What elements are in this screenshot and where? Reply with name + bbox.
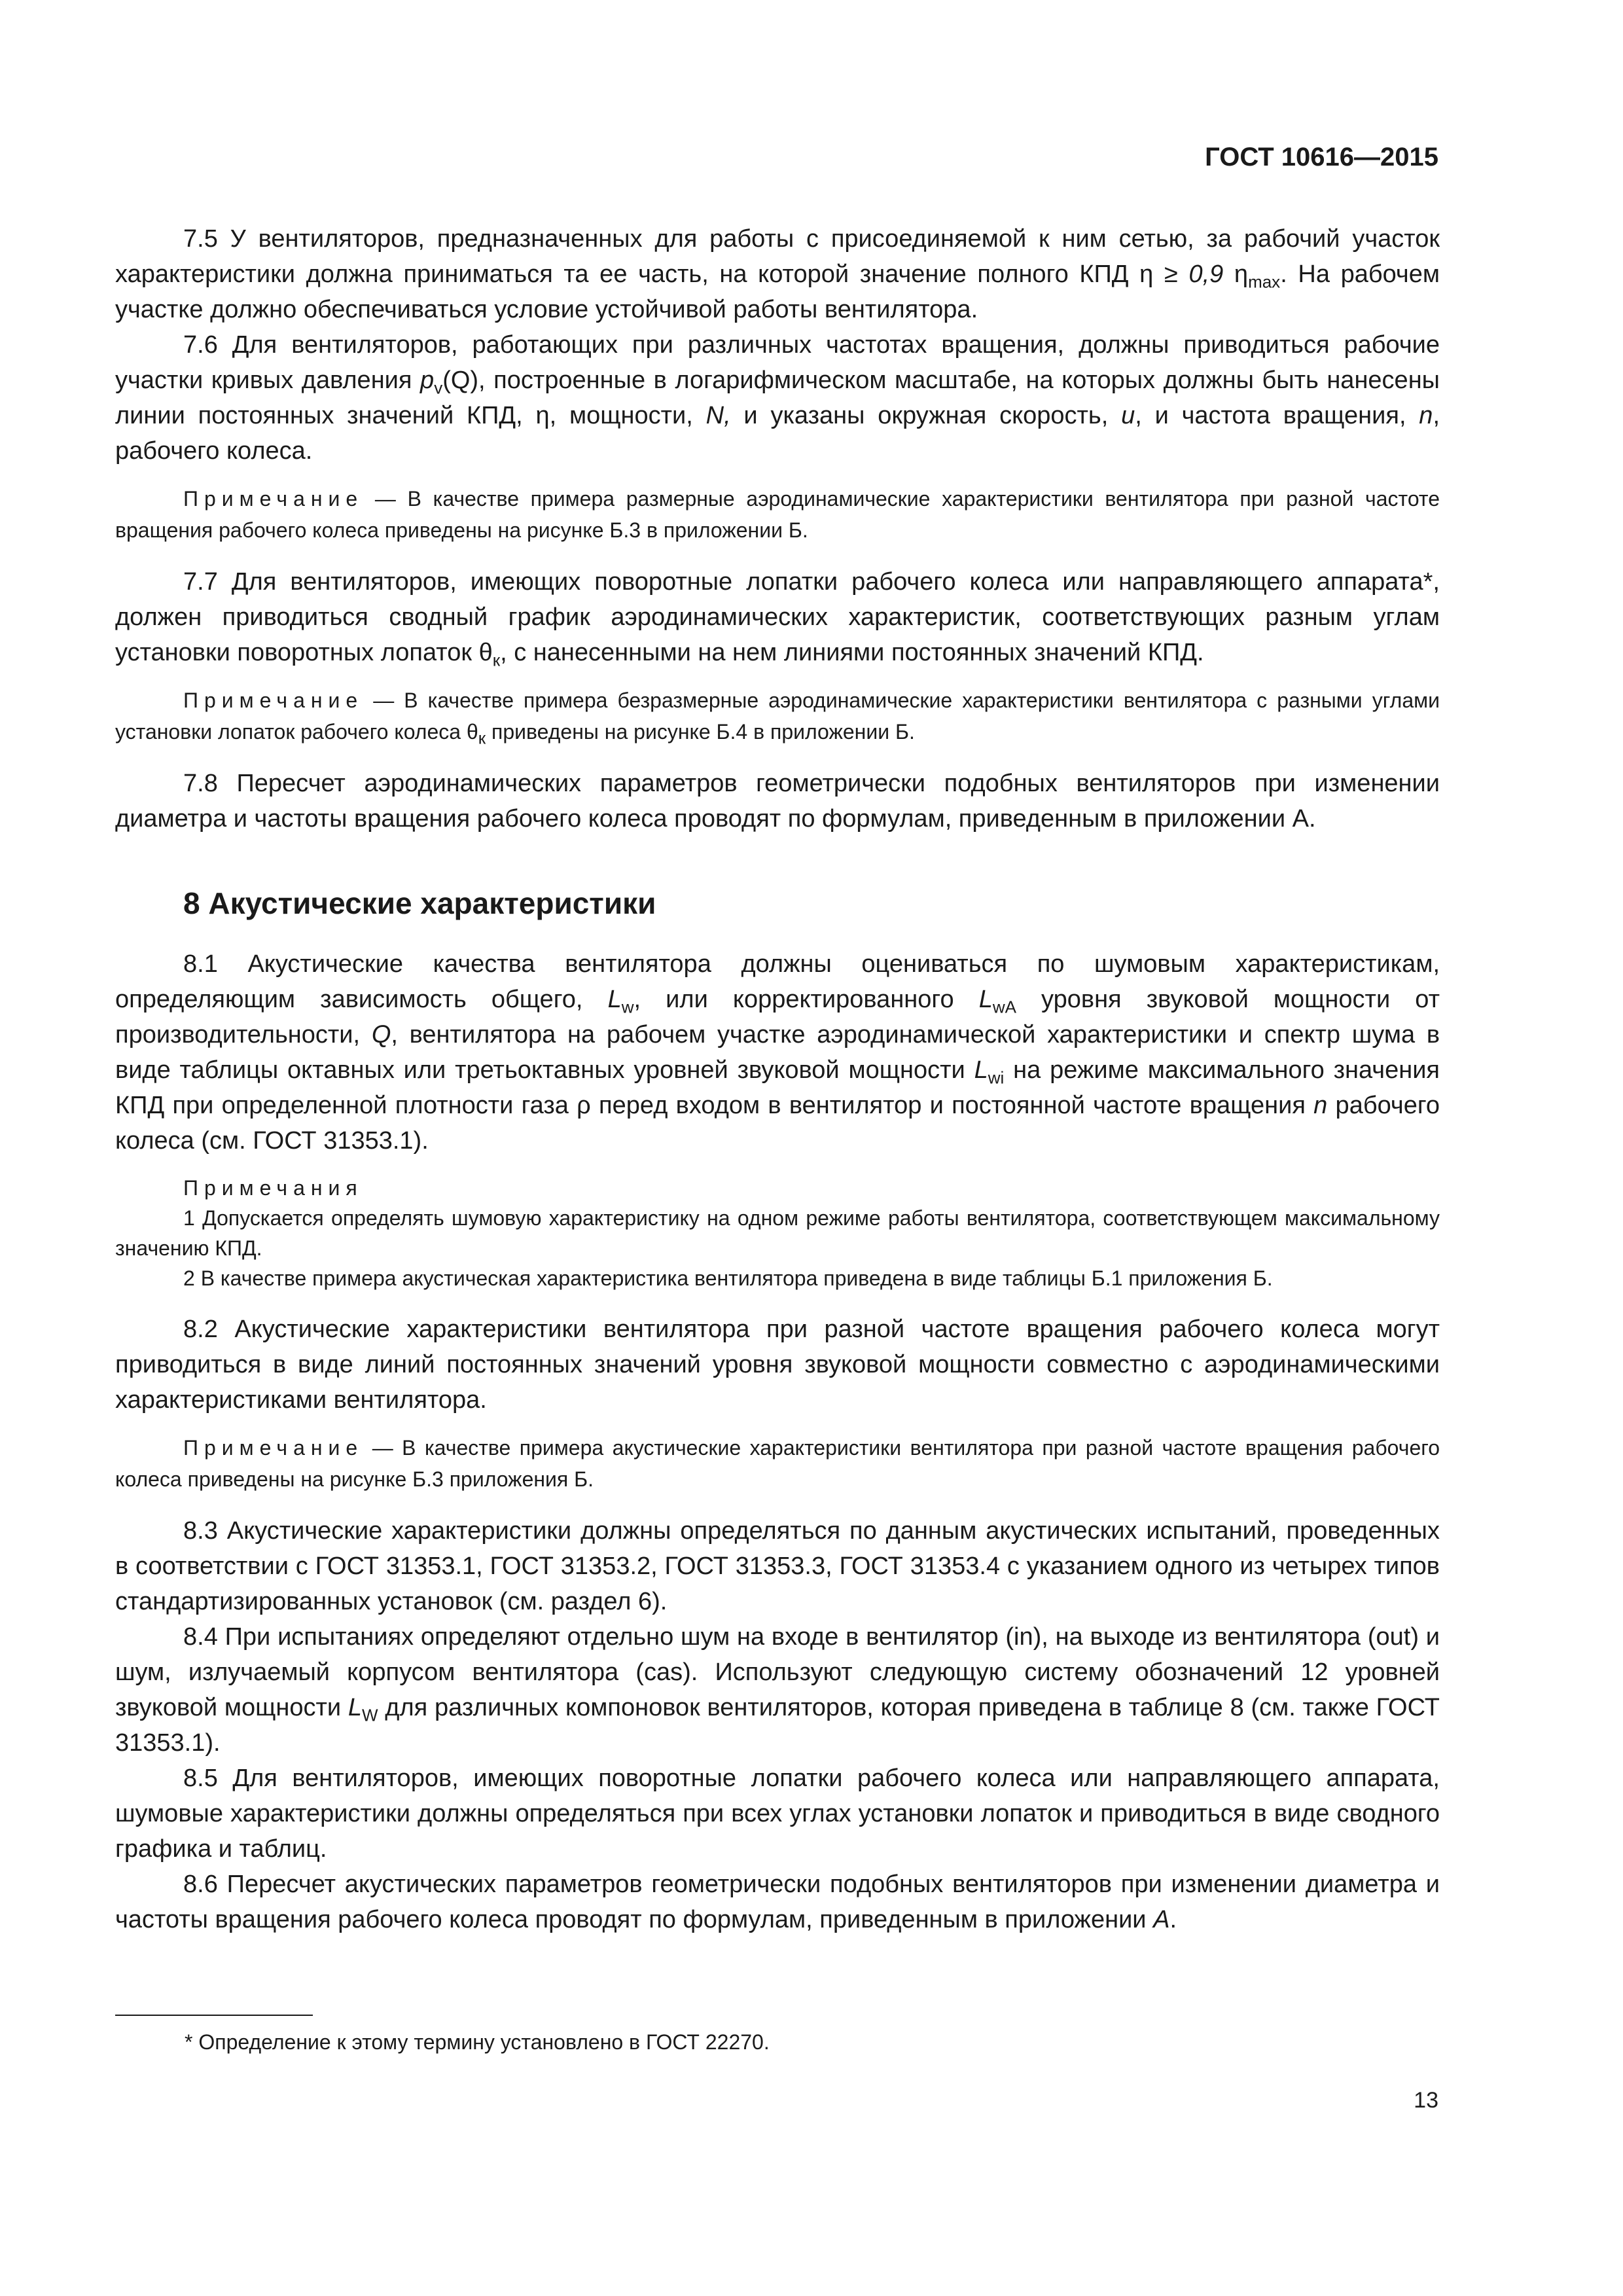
paragraph-7-6: 7.6 Для вентиляторов, работающих при различных частотах вращения, должны приводиться рабочие участки кривых давления $p_v(Q)$, построенные в логарифмическом масштабе, на которых должны быть нанесены линии постоянных значений КПД, η, мощности, N, и указаны окружная скорость, u, и частота вращения, n, рабочего колеса. [115,331,1440,465]
page-number: 13 [1414,2088,1438,2113]
paragraph-8-6: 8.6 Пересчет акустических параметров геометрически подобных вентиляторов при изменении диаметра и частоты вращения рабочего колеса проводят по формулам, приведенным в приложении А. [115,1871,1440,1933]
notes-8-1-item-1: 1 Допускается определять шумовую характеристику на одном режиме работы вентилятора, соответствующем максимальному значению КПД. [115,1206,1440,1260]
paragraph-8-1: 8.1 Акустические качества вентилятора должны оцениваться по шумовым характеристикам, определяющим зависимость общего, $L_w$, или корректированного $L_{wA}$ уровня звуковой мощности от производительности, Q, вентилятора на рабочем участке аэродинамической характеристики и спектр шума в виде таблицы октавных или третьоктавных уровней звуковой мощности $L_{wi}$ на режиме максимального значения КПД при определенной плотности газа ρ перед входом в вентилятор и постоянной частоте вращения n рабочего колеса (см. ГОСТ 31353.1). [115,950,1440,1155]
note-label: Примечание [183,689,364,712]
document-header: ГОСТ 10616—2015 [1205,143,1438,171]
note-label: Примечание [183,487,364,511]
paragraph-8-4: 8.4 При испытаниях определяют отдельно шум на входе в вентилятор (in), на выходе из вентилятора (out) и шум, излучаемый корпусом вентилятора (cas). Используют следующую систему обозначений 12 уровней звуковой мощности $L_W$ для различных компоновок вентиляторов, которая приведена в таблице 8 (см. также ГОСТ 31353.1). [115,1623,1440,1757]
document-body [115,221,1440,1937]
notes-8-1-label: Примечания [183,1176,363,1200]
paragraph-8-5: 8.5 Для вентиляторов, имеющих поворотные лопатки рабочего колеса или направляющего аппарата, шумовые характеристики должны определяться при всех углах установки лопаток и приводиться в виде сводного графика и таблиц. [115,1765,1440,1863]
footnote-separator [115,2015,313,2016]
notes-8-1-item-2: 2 В качестве примера акустическая характеристика вентилятора приведена в виде таблицы Б.1 приложения Б. [183,1266,1273,1290]
note-7-7: Примечание — В качестве примера безразмерные аэродинамические характеристики вентилятора с разными углами установки лопаток рабочего колеса $\theta_к$ приведены на рисунке Б.4 в приложении Б. [115,689,1440,748]
paragraph-7-5: 7.5 У вентиляторов, предназначенных для работы с присоединяемой к ним сетью, за рабочий участок характеристики должна приниматься та ее часть, на которой значение полного КПД η ≥ 0,9 $\eta_{max}$. На рабочем участке должно обеспечиваться условие устойчивой работы вентилятора. [115,225,1440,323]
note-label: Примечание [183,1436,364,1460]
paragraph-7-7: 7.7 Для вентиляторов, имеющих поворотные лопатки рабочего колеса или направляющего аппарата*, должен приводиться сводный график аэродинамических характеристик, соответствующих разным углам установки поворотных лопаток $\theta_к$, с нанесенными на нем линиями постоянных значений КПД. [115,568,1440,670]
note-7-6: Примечание — В качестве примера размерные аэродинамические характеристики вентилятора при разной частоте вращения рабочего колеса приведены на рисунке Б.3 в приложении Б. [115,487,1440,542]
paragraph-7-8: 7.8 Пересчет аэродинамических параметров геометрически подобных вентиляторов при изменении диаметра и частоты вращения рабочего колеса проводят по формулам, приведенным в приложении А. [115,770,1440,833]
footnote: * Определение к этому термину установлено в ГОСТ 22270. [185,2030,770,2054]
paragraph-8-3: 8.3 Акустические характеристики должны определяться по данным акустических испытаний, проведенных в соответствии с ГОСТ 31353.1, ГОСТ 31353.2, ГОСТ 31353.3, ГОСТ 31353.4 с указанием одного из четырех типов стандартизированных установок (см. раздел 6). [115,1517,1440,1615]
note-8-2: Примечание — В качестве примера акустические характеристики вентилятора при разной частоте вращения рабочего колеса приведены на рисунке Б.3 приложения Б. [115,1436,1440,1491]
section-8-title: 8 Акустические характеристики [183,886,656,920]
paragraph-8-2: 8.2 Акустические характеристики вентилятора при разной частоте вращения рабочего колеса могут приводиться в виде линий постоянных значений уровня звуковой мощности совместно с аэродинамическими характеристиками вентилятора. [115,1316,1440,1414]
